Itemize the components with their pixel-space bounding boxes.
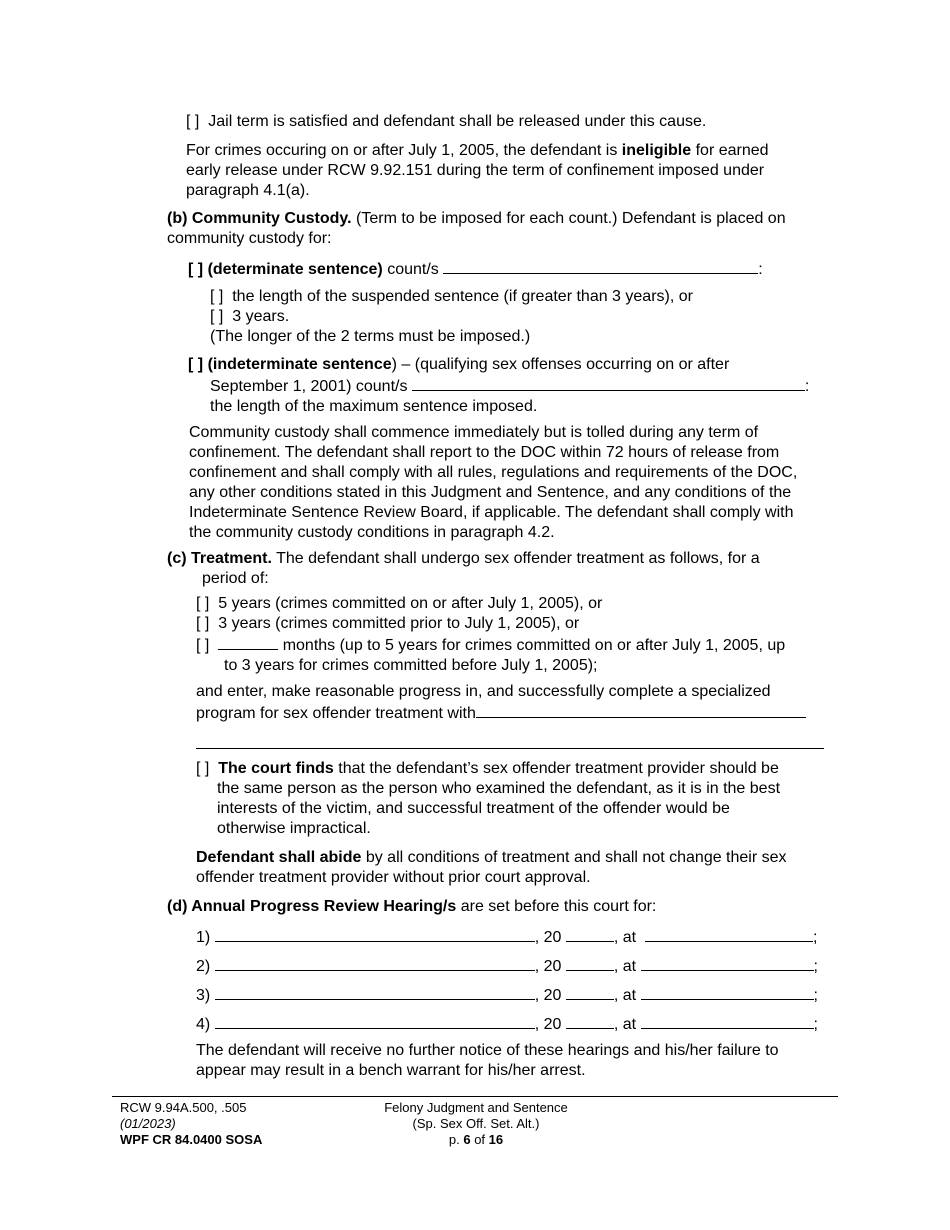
hearing-year-field[interactable] xyxy=(566,1013,614,1029)
footer-center xyxy=(326,1100,626,1148)
court-finds-text: that the defendant’s sex offender treatment provider should be xyxy=(338,760,779,777)
longer-term-note: (The longer of the 2 terms must be imposed.) xyxy=(210,328,531,345)
semicolon: ; xyxy=(813,1016,818,1033)
paragraph-line: the community custody conditions in paragraph 4.2. xyxy=(189,524,555,541)
option-text: 3 years (crimes committed prior to July 1, 2005), or xyxy=(218,615,580,632)
row-number: 2) xyxy=(196,958,211,975)
footer-divider xyxy=(112,1096,838,1097)
checkbox[interactable]: [ ] xyxy=(196,595,210,612)
footer-form-number: WPF CR 84.0400 SOSA xyxy=(120,1132,263,1147)
year-prefix: , 20 xyxy=(534,987,562,1004)
notice-text: The defendant will receive no further notice of these hearings and his/her failure to xyxy=(196,1042,779,1059)
checkbox[interactable]: [ ] xyxy=(186,113,200,130)
early-release-paragraph xyxy=(186,141,846,201)
hearing-time-field[interactable] xyxy=(645,926,813,942)
review-hearing-row xyxy=(196,1013,836,1042)
page-current: 6 xyxy=(463,1132,471,1147)
early-release-text: early release under RCW 9.92.151 during the term of confinement imposed under xyxy=(186,162,765,179)
jail-term-line xyxy=(186,112,706,132)
hearing-year-field[interactable] xyxy=(566,955,614,971)
row-number: 3) xyxy=(196,987,211,1004)
hearing-date-field[interactable] xyxy=(215,926,535,942)
hearing-notice-paragraph xyxy=(196,1041,846,1081)
colon: : xyxy=(804,378,810,395)
indeterminate-count-field[interactable] xyxy=(412,375,805,391)
at-label: , at xyxy=(613,958,637,975)
checkbox[interactable]: [ ] xyxy=(196,615,210,632)
row-number: 4) xyxy=(196,1016,211,1033)
page-number xyxy=(326,1132,626,1148)
program-text: and enter, make reasonable progress in, and successfully complete a specialized xyxy=(196,683,771,700)
court-finds-text: interests of the victim, and successful treatment of the offender would be xyxy=(217,800,730,817)
footer-left xyxy=(120,1100,262,1148)
court-finds-text: otherwise impractical. xyxy=(217,820,371,837)
hearing-year-field[interactable] xyxy=(566,926,614,942)
hearing-time-field[interactable] xyxy=(641,1013,814,1029)
option-text: 5 years (crimes committed on or after July 1, 2005), or xyxy=(218,595,603,612)
indeterminate-text: September 1, 2001) count/s xyxy=(210,378,408,395)
at-label: , at xyxy=(613,987,637,1004)
treatment-options xyxy=(196,594,856,676)
community-custody-heading xyxy=(167,209,847,249)
option-text: the length of the suspended sentence (if greater than 3 years), or xyxy=(232,288,693,305)
court-finds-paragraph xyxy=(196,759,846,839)
review-hearing-rows xyxy=(196,926,836,1042)
row-number: 1) xyxy=(196,929,211,946)
section-text: The defendant shall undergo sex offender treatment as follows, for a xyxy=(276,550,760,567)
abide-text: by all conditions of treatment and shall not change their sex xyxy=(365,849,787,866)
year-prefix: , 20 xyxy=(534,1016,562,1033)
treatment-provider-field[interactable] xyxy=(476,702,806,718)
court-finds-text: the same person as the person who examined the defendant, as it is in the best xyxy=(217,780,781,797)
indeterminate-label: (indeterminate sentence xyxy=(207,356,392,373)
determinate-options xyxy=(210,287,693,347)
at-label: , at xyxy=(613,1016,637,1033)
hearing-date-field[interactable] xyxy=(215,955,535,971)
hearing-time-field[interactable] xyxy=(641,955,814,971)
section-text: period of: xyxy=(202,570,269,587)
hearing-year-field[interactable] xyxy=(566,984,614,1000)
checkbox[interactable]: [ ] xyxy=(188,261,204,278)
review-hearing-row xyxy=(196,984,836,1013)
count-label: count/s xyxy=(387,261,439,278)
review-hearing-row xyxy=(196,955,836,984)
checkbox[interactable]: [ ] xyxy=(196,760,210,777)
semicolon: ; xyxy=(812,929,818,946)
section-text: are set before this court for: xyxy=(460,898,657,915)
footer-subtitle: (Sp. Sex Off. Set. Alt.) xyxy=(412,1116,540,1131)
section-heading: (c) Treatment. xyxy=(167,550,272,567)
page-of: of xyxy=(474,1132,486,1147)
early-release-text: for earned xyxy=(695,142,769,159)
at-label: , at xyxy=(613,929,637,946)
treatment-program xyxy=(196,682,836,724)
abide-bold: Defendant shall abide xyxy=(196,849,362,866)
paragraph-line: Indeterminate Sentence Review Board, if applicable. The defendant shall comply with xyxy=(189,504,794,521)
checkbox[interactable]: [ ] xyxy=(188,356,204,373)
page-total: 16 xyxy=(488,1132,504,1147)
checkbox[interactable]: [ ] xyxy=(196,637,210,654)
review-hearing-row xyxy=(196,926,836,955)
semicolon: ; xyxy=(813,958,818,975)
section-heading: (d) Annual Progress Review Hearing/s xyxy=(167,898,457,915)
section-text: (Term to be imposed for each count.) Defendant is placed on xyxy=(356,210,786,227)
determinate-label: (determinate sentence) xyxy=(207,261,383,278)
indeterminate-sentence-line xyxy=(188,355,848,417)
colon: : xyxy=(758,261,763,278)
year-prefix: , 20 xyxy=(534,958,562,975)
footer-date: (01/2023) xyxy=(120,1116,176,1131)
abide-text: offender treatment provider without prior court approval. xyxy=(196,869,591,886)
ineligible-bold: ineligible xyxy=(621,142,692,159)
abide-paragraph xyxy=(196,848,846,888)
semicolon: ; xyxy=(813,987,818,1004)
indeterminate-text: ) – (qualifying sex offenses occurring on or after xyxy=(391,356,730,373)
notice-text: appear may result in a bench warrant for his/her arrest. xyxy=(196,1062,586,1079)
treatment-heading xyxy=(167,549,847,589)
checkbox[interactable]: [ ] xyxy=(210,308,224,325)
early-release-text: paragraph 4.1(a). xyxy=(186,182,310,199)
early-release-text: For crimes occuring on or after July 1, 2005, the defendant is xyxy=(186,142,618,159)
review-hearing-heading xyxy=(167,897,656,917)
paragraph-line: Community custody shall commence immediately but is tolled during any term of xyxy=(189,424,759,441)
option-text: months (up to 5 years for crimes committed on or after July 1, 2005, up xyxy=(282,637,786,654)
hearing-time-field[interactable] xyxy=(641,984,814,1000)
determinate-count-field[interactable] xyxy=(443,258,758,274)
paragraph-line: confinement and shall comply with all rules, regulations and requirements of the DOC, xyxy=(189,464,798,481)
court-finds-bold: The court finds xyxy=(218,760,334,777)
option-text: to 3 years for crimes committed before July 1, 2005); xyxy=(224,657,598,674)
checkbox[interactable]: [ ] xyxy=(210,288,224,305)
hearing-date-field[interactable] xyxy=(215,1013,535,1029)
footer-rcw: RCW 9.94A.500, .505 xyxy=(120,1100,247,1115)
year-prefix: , 20 xyxy=(534,929,562,946)
page-prefix: p. xyxy=(448,1132,460,1147)
option-text: 3 years. xyxy=(232,308,290,325)
indeterminate-text: the length of the maximum sentence imposed. xyxy=(210,398,538,415)
paragraph-line: confinement. The defendant shall report to the DOC within 72 hours of release from xyxy=(189,444,780,461)
treatment-provider-field-line2[interactable] xyxy=(196,748,824,749)
program-text: program for sex offender treatment with xyxy=(196,705,476,722)
section-text: community custody for: xyxy=(167,230,332,247)
footer-title: Felony Judgment and Sentence xyxy=(384,1100,568,1115)
paragraph-line: any other conditions stated in this Judgment and Sentence, and any conditions of the xyxy=(189,484,792,501)
hearing-date-field[interactable] xyxy=(215,984,535,1000)
determinate-sentence-line xyxy=(188,258,763,280)
section-heading: (b) Community Custody. xyxy=(167,210,352,227)
jail-term-text: Jail term is satisfied and defendant shall be released under this cause. xyxy=(208,113,707,130)
community-custody-paragraph xyxy=(189,423,859,543)
months-field[interactable] xyxy=(218,634,278,650)
